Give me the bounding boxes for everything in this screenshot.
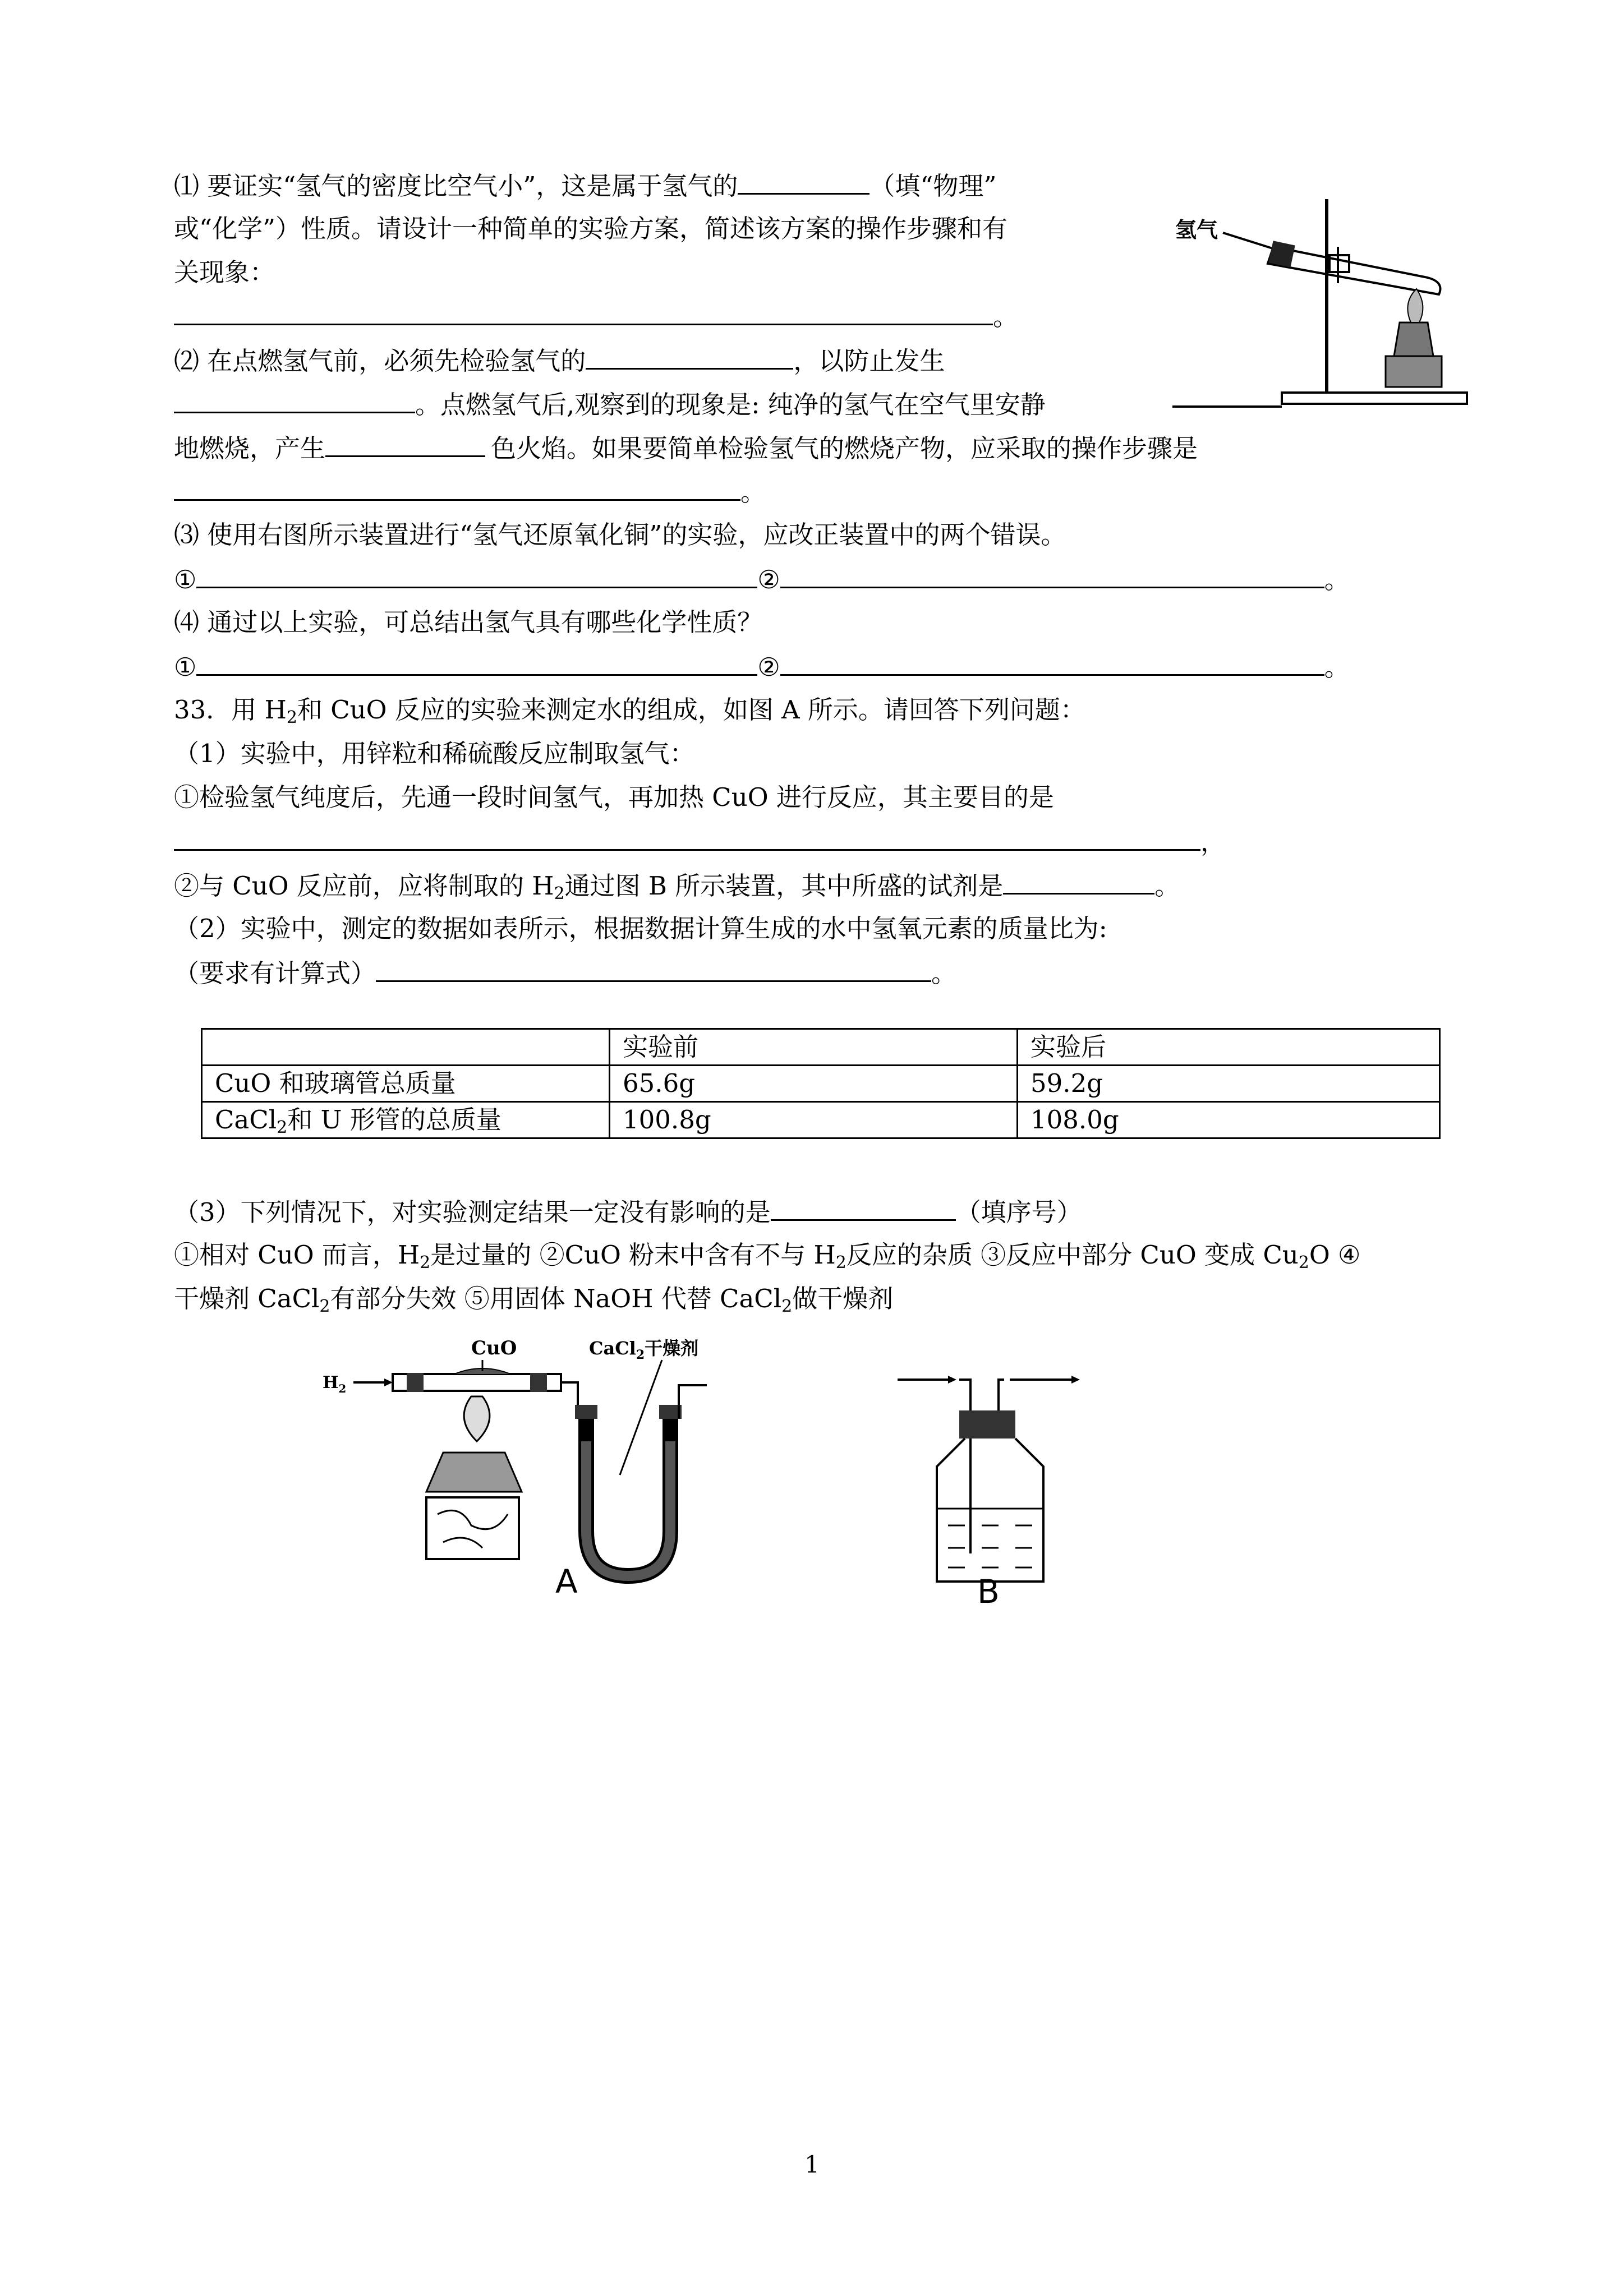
- answer-blank[interactable]: [174, 299, 993, 325]
- table-header-row: [202, 1029, 1440, 1066]
- answer-blank[interactable]: [780, 649, 1324, 676]
- q-p4-line1: ⑷ 通过以上实验，可总结出氢气具有哪些化学性质？: [174, 607, 763, 637]
- figure-b-wash-bottle: [886, 1368, 1099, 1604]
- answer-blank[interactable]: [376, 956, 931, 982]
- figure-a-apparatus: [314, 1329, 740, 1598]
- table-row: [202, 1102, 1440, 1138]
- q-p1-line4: 。: [174, 299, 1018, 334]
- page-number: 1: [804, 2151, 820, 2178]
- q-p2-line3: 地燃烧，产生 色火焰。如果要简单检验氢气的燃烧产物，应采取的操作步骤是: [174, 431, 1198, 465]
- q-p1-line1: ⑴ 要证实“氢气的密度比空气小”，这是属于氢气的 （填“物理”: [174, 168, 996, 203]
- q-p4-line2: ① ② 。: [174, 649, 1350, 684]
- q33-s3-line2: 干燥剂 CaCl$_2$有部分失效 ⑤用固体 NaOH 代替 CaCl$_2$做干燥剂: [174, 1284, 894, 1316]
- table-cell: CaCl$_2$和 U 形管的总质量: [202, 1102, 610, 1138]
- q33-title: 33．用 $H_2$和 CuO 反应的实验来测定水的组成，如图 A 所示。请回答下列问题：: [174, 695, 1085, 727]
- q-p1-line3: 关现象：: [174, 257, 275, 287]
- table-cell: CuO 和玻璃管总质量: [202, 1066, 610, 1102]
- mass-data-table: [201, 1028, 1441, 1139]
- q33-s1-i: ①检验氢气纯度后，先通一段时间氢气，再加热 CuO 进行反应，其主要目的是: [174, 782, 1054, 812]
- answer-blank[interactable]: [174, 387, 415, 413]
- table-cell: 100.8g: [610, 1102, 1018, 1138]
- q-p3-line1: ⑶ 使用右图所示装置进行“氢气还原氧化铜”的实验，应改正装置中的两个错误。: [174, 520, 1066, 550]
- q33-s2: （2）实验中，测定的数据如表所示，根据数据计算生成的水中氢氧元素的质量比为:: [174, 914, 1107, 943]
- table-header-cell: 实验前: [610, 1029, 1018, 1066]
- answer-blank[interactable]: [325, 431, 485, 457]
- q-p2-line1: ⑵ 在点燃氢气前，必须先检验氢气的 ，以防止发生: [174, 343, 945, 378]
- q-p3-line2: ① ② 。: [174, 562, 1350, 597]
- table-header-cell: 实验后: [1018, 1029, 1440, 1066]
- q33-s3: （3）下列情况下，对实验测定结果一定没有影响的是 （填序号）: [174, 1195, 1082, 1229]
- answer-blank[interactable]: [174, 824, 1200, 851]
- hydrogen-apparatus-figure: [1164, 193, 1478, 418]
- q33-s1-ii: ②与 CuO 反应前，应将制取的 $H_2$通过图 B 所示装置，其中所盛的试剂是 。: [174, 868, 1180, 903]
- answer-blank[interactable]: [586, 343, 793, 370]
- table-row: [202, 1066, 1440, 1102]
- answer-blank[interactable]: [738, 168, 869, 195]
- q-p2-line4: 。: [174, 474, 766, 509]
- q-p2-line2: 。点燃氢气后,观察到的现象是: 纯净的氢气在空气里安静: [174, 387, 1046, 422]
- hydrogen-label: 氢气: [1175, 217, 1218, 242]
- figure-b-label: B: [977, 1573, 1000, 1604]
- q33-s2-b: （要求有计算式） 。: [174, 956, 956, 990]
- answer-blank[interactable]: [196, 562, 757, 588]
- answer-blank[interactable]: [780, 562, 1324, 588]
- h2-label: $H_2$: [323, 1373, 347, 1395]
- q33-s1: （1）实验中，用锌粒和稀硫酸反应制取氢气：: [174, 739, 695, 768]
- cuo-label: CuO: [471, 1337, 517, 1359]
- table-cell: 108.0g: [1018, 1102, 1440, 1138]
- answer-blank[interactable]: [1003, 868, 1154, 895]
- q33-s1-i-blank: ，: [174, 824, 1226, 859]
- answer-blank[interactable]: [174, 474, 740, 501]
- table-header-cell: [202, 1029, 610, 1066]
- figure-a-label: A: [555, 1562, 578, 1598]
- q33-s3-line1: ①相对 CuO 而言，$H_2$是过量的 ②CuO 粉末中含有不与 $H_2$反应的杂质 ③反应中部分 CuO 变成 $Cu_2O$ ④: [174, 1240, 1361, 1273]
- table-cell: 65.6g: [610, 1066, 1018, 1102]
- answer-blank[interactable]: [771, 1195, 956, 1221]
- table-cell: 59.2g: [1018, 1066, 1440, 1102]
- answer-blank[interactable]: [196, 649, 757, 676]
- dryer-label: CaCl$_2$干燥剂: [589, 1338, 699, 1362]
- q-p1-line2: 或“化学”）性质。请设计一种简单的实验方案，简述该方案的操作步骤和有: [174, 214, 1008, 243]
